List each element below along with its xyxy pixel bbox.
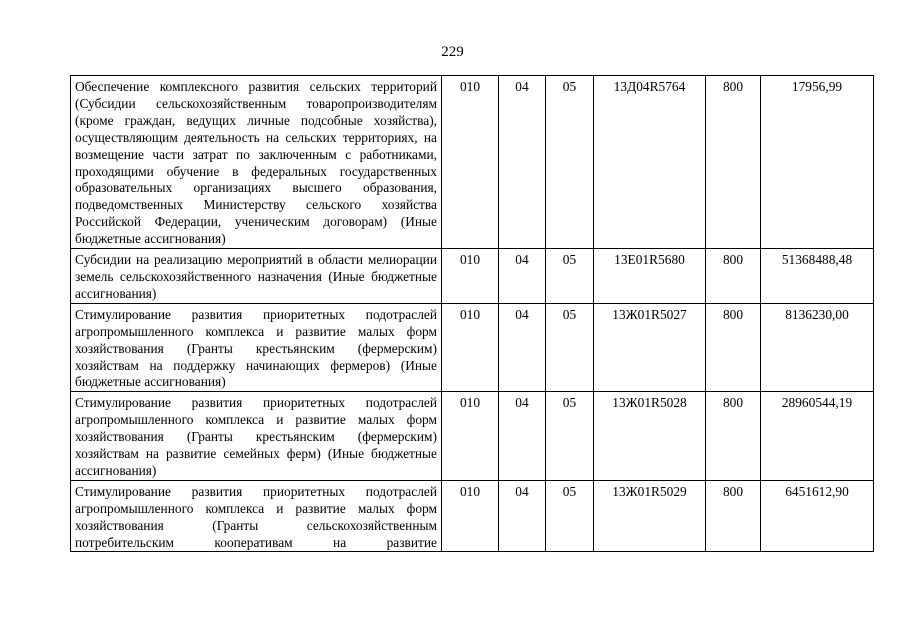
expense-type-code: 800 <box>706 76 761 249</box>
table-row <box>71 303 874 392</box>
section-code: 04 <box>499 480 546 552</box>
amount-value: 17956,99 <box>761 76 874 249</box>
row-description: Стимулирование развития приоритетных подотраслей агропромышленного комплекса и развитие малых форм хозяйствования (Гранты крестьянским (фермерским) хозяйствам на развитие семейных ферм) (Иные бюджетные ассигнования) <box>71 392 442 481</box>
expense-type-code: 800 <box>706 392 761 481</box>
subsection-code: 05 <box>546 480 594 552</box>
section-code: 04 <box>499 303 546 392</box>
ministry-code: 010 <box>442 480 499 552</box>
target-article-code: 13Е01R5680 <box>594 249 706 304</box>
subsection-code: 05 <box>546 303 594 392</box>
ministry-code: 010 <box>442 249 499 304</box>
ministry-code: 010 <box>442 303 499 392</box>
row-description: Обеспечение комплексного развития сельских территорий (Субсидии сельскохозяйственным товаропроизводителям (кроме граждан, ведущих личные подсобные хозяйства), осуществляющим деятельность на сельских территориях, на возмещение части затрат по заключенным с работниками, проходящими обучение в федеральных государственных образовательных организациях высшего образования, подведомственных Министерству сельского хозяйства Российской Федерации, ученическим договорам) (Иные бюджетные ассигнования) <box>71 76 442 249</box>
amount-value: 8136230,00 <box>761 303 874 392</box>
target-article-code: 13Д04R5764 <box>594 76 706 249</box>
table-row <box>71 392 874 481</box>
ministry-code: 010 <box>442 392 499 481</box>
expense-type-code: 800 <box>706 303 761 392</box>
amount-value: 51368488,48 <box>761 249 874 304</box>
target-article-code: 13Ж01R5027 <box>594 303 706 392</box>
section-code: 04 <box>499 76 546 249</box>
subsection-code: 05 <box>546 392 594 481</box>
row-description: Стимулирование развития приоритетных подотраслей агропромышленного комплекса и развитие малых форм хозяйствования (Гранты крестьянским (фермерским) хозяйствам на поддержку начинающих фермеров) (Иные бюджетные ассигнования) <box>71 303 442 392</box>
amount-value: 28960544,19 <box>761 392 874 481</box>
target-article-code: 13Ж01R5029 <box>594 480 706 552</box>
expense-type-code: 800 <box>706 480 761 552</box>
subsection-code: 05 <box>546 76 594 249</box>
ministry-code: 010 <box>442 76 499 249</box>
budget-table <box>70 75 874 552</box>
section-code: 04 <box>499 249 546 304</box>
section-code: 04 <box>499 392 546 481</box>
target-article-code: 13Ж01R5028 <box>594 392 706 481</box>
table-row <box>71 480 874 552</box>
expense-type-code: 800 <box>706 249 761 304</box>
page-number: 229 <box>441 44 464 60</box>
row-description: Стимулирование развития приоритетных подотраслей агропромышленного комплекса и развитие малых форм хозяйствования (Гранты сельскохозяйственным потребительским кооперативам на развитие <box>71 480 442 552</box>
amount-value: 6451612,90 <box>761 480 874 552</box>
subsection-code: 05 <box>546 249 594 304</box>
table-row <box>71 249 874 304</box>
table-row <box>71 76 874 249</box>
row-description: Субсидии на реализацию мероприятий в области мелиорации земель сельскохозяйственного назначения (Иные бюджетные ассигнования) <box>71 249 442 304</box>
